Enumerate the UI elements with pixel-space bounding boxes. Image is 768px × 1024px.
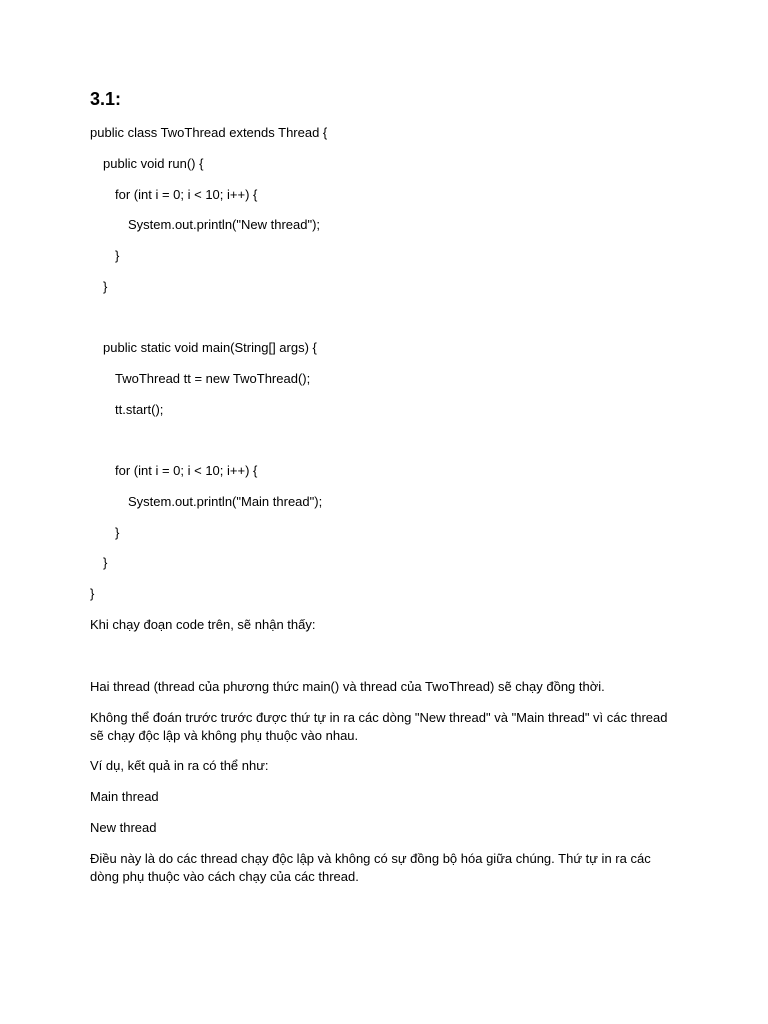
code-line: } — [103, 555, 108, 570]
code-line: public static void main(String[] args) { — [103, 340, 317, 355]
paragraph: Main thread — [90, 789, 159, 804]
code-line: for (int i = 0; i < 10; i++) { — [115, 463, 258, 478]
code-line: System.out.println("Main thread"); — [128, 494, 323, 509]
code-line: } — [90, 586, 95, 601]
code-line: tt.start(); — [115, 402, 164, 417]
code-line: TwoThread tt = new TwoThread(); — [115, 371, 311, 386]
paragraph: Ví dụ, kết quả in ra có thể như: — [90, 758, 269, 773]
paragraph: Khi chạy đoạn code trên, sẽ nhận thấy: — [90, 617, 316, 632]
code-line: } — [115, 525, 120, 540]
code-line: System.out.println("New thread"); — [128, 217, 321, 232]
paragraph: Hai thread (thread của phương thức main() và thread của TwoThread) sẽ chạy đồng thời. — [90, 679, 605, 694]
code-line: public class TwoThread extends Thread { — [90, 125, 328, 140]
paragraph: Không thể đoán trước trước được thứ tự in ra các dòng "New thread" và "Main thread" vì các thread sẽ chạy độc lập và không phụ thuộc vào nhau. — [90, 710, 668, 743]
code-line: public void run() { — [103, 156, 204, 171]
section-heading: 3.1: — [90, 89, 122, 109]
code-line: for (int i = 0; i < 10; i++) { — [115, 187, 258, 202]
paragraph: Điều này là do các thread chạy độc lập và không có sự đồng bộ hóa giữa chúng. Thứ tự in ra các dòng phụ thuộc vào cách chạy của các thread. — [90, 851, 651, 884]
code-line: } — [115, 248, 120, 263]
paragraph: New thread — [90, 820, 157, 835]
code-line: } — [103, 279, 108, 294]
